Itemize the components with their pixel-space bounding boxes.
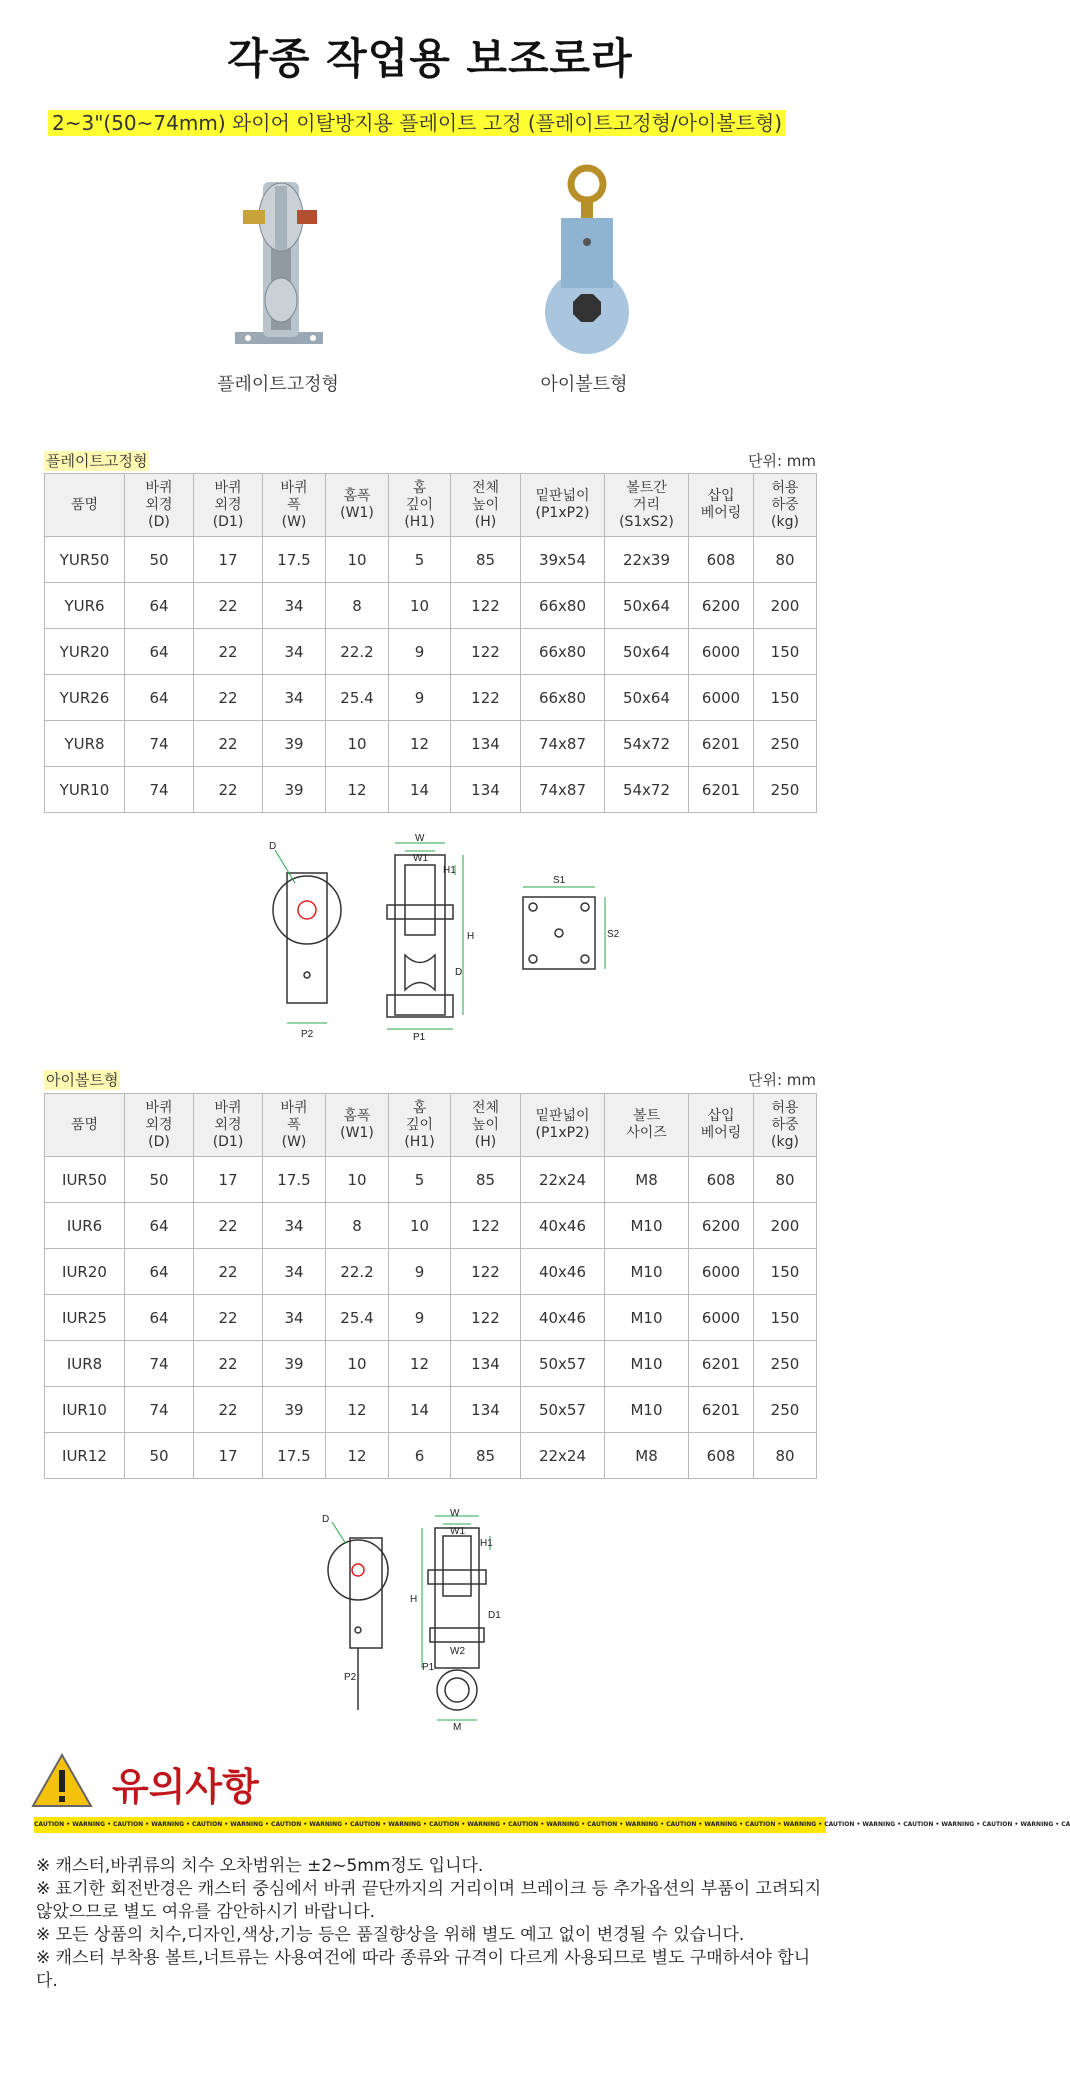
table-row	[45, 1387, 817, 1433]
column-header: 바퀴 외경 (D1)	[194, 474, 263, 537]
table-cell: M10	[605, 1295, 689, 1341]
table-cell: 12	[389, 721, 451, 767]
table-cell: 34	[263, 583, 326, 629]
table-cell: 6201	[689, 721, 754, 767]
dim-label-d: D	[322, 1514, 330, 1525]
table-cell: IUR8	[45, 1341, 125, 1387]
table-cell: 17	[194, 1157, 263, 1203]
table-cell: 50	[125, 1433, 194, 1479]
table-cell: 122	[451, 1203, 521, 1249]
table-cell: 122	[451, 1295, 521, 1341]
table-cell: 34	[263, 675, 326, 721]
table-cell: 39x54	[521, 537, 605, 583]
table-row	[45, 583, 817, 629]
eyebolt-pulley-photo	[469, 162, 699, 362]
column-header: 홈 깊이 (H1)	[389, 474, 451, 537]
table-row	[45, 1157, 817, 1203]
table-cell: 50x64	[605, 583, 689, 629]
table-row	[45, 767, 817, 813]
table-cell: 608	[689, 1157, 754, 1203]
table-cell: 39	[263, 767, 326, 813]
table-cell: 122	[451, 1249, 521, 1295]
dim-label-d1: D	[455, 967, 463, 978]
table-cell: 64	[125, 1295, 194, 1341]
table-cell: 250	[754, 1341, 817, 1387]
column-header: 전체 높이 (H)	[451, 1094, 521, 1157]
table-cell: 10	[326, 1341, 389, 1387]
table-cell: 54x72	[605, 721, 689, 767]
table-cell: 50	[125, 1157, 194, 1203]
table-cell: 6200	[689, 1203, 754, 1249]
table-cell: 6000	[689, 629, 754, 675]
table-cell: 608	[689, 537, 754, 583]
table-cell: 34	[263, 1249, 326, 1295]
table-cell: 14	[389, 767, 451, 813]
table-cell: 250	[754, 767, 817, 813]
table-cell: 34	[263, 1295, 326, 1341]
table-cell: 122	[451, 583, 521, 629]
table-cell: 6201	[689, 1387, 754, 1433]
table-cell: IUR20	[45, 1249, 125, 1295]
table-cell: 80	[754, 1433, 817, 1479]
table-row	[45, 1341, 817, 1387]
dim-label-d1: D1	[488, 1610, 501, 1621]
table-cell: 250	[754, 721, 817, 767]
product-caption: 플레이트고정형	[217, 374, 339, 395]
table-cell: 74x87	[521, 721, 605, 767]
column-header: 전체 높이 (H)	[451, 474, 521, 537]
table-cell: IUR12	[45, 1433, 125, 1479]
table-cell: YUR6	[45, 583, 125, 629]
table-cell: 74x87	[521, 767, 605, 813]
table-cell: 6000	[689, 675, 754, 721]
table-cell: 74	[125, 1341, 194, 1387]
table-cell: 34	[263, 629, 326, 675]
spec-table-eyebolt	[44, 1093, 817, 1479]
table-cell: 40x46	[521, 1203, 605, 1249]
table-cell: 6000	[689, 1249, 754, 1295]
column-header: 밑판넓이 (P1xP2)	[521, 1094, 605, 1157]
table-row	[45, 629, 817, 675]
dim-label-p1: P1	[422, 1662, 435, 1673]
table-row	[45, 1433, 817, 1479]
dim-label-w2: W2	[450, 1646, 465, 1657]
page-title: 각종 작업용 보조로라	[227, 34, 633, 83]
column-header: 바퀴 외경 (D)	[125, 474, 194, 537]
table-cell: 22x24	[521, 1157, 605, 1203]
table-cell: 12	[326, 767, 389, 813]
table-cell: 64	[125, 1203, 194, 1249]
table-cell: 22	[194, 721, 263, 767]
table-row	[45, 1203, 817, 1249]
table-cell: 6201	[689, 1341, 754, 1387]
table-cell: 22	[194, 583, 263, 629]
table-cell: 200	[754, 583, 817, 629]
table-cell: 22	[194, 767, 263, 813]
dim-label-h: H	[467, 931, 475, 942]
table-cell: 50x64	[605, 629, 689, 675]
table-cell: 85	[451, 1433, 521, 1479]
table-cell: 9	[389, 675, 451, 721]
table-cell: M10	[605, 1203, 689, 1249]
column-header: 밑판넓이 (P1xP2)	[521, 474, 605, 537]
table-header-row	[45, 1094, 817, 1157]
caution-title: 유의사항	[112, 1765, 259, 1809]
column-header: 바퀴 외경 (D1)	[194, 1094, 263, 1157]
caution-header	[30, 1752, 259, 1814]
table-cell: 150	[754, 675, 817, 721]
dim-label-d: D	[269, 841, 277, 852]
dim-label-s2: S2	[607, 929, 620, 940]
table-cell: 150	[754, 1295, 817, 1341]
column-header: 홈 깊이 (H1)	[389, 1094, 451, 1157]
table-row	[45, 1295, 817, 1341]
dim-label-w: W	[415, 833, 425, 844]
table-cell: 150	[754, 1249, 817, 1295]
table-cell: 22	[194, 629, 263, 675]
table-cell: YUR20	[45, 629, 125, 675]
caution-note: ※ 캐스터 부착용 볼트,너트류는 사용여건에 따라 종류와 규격이 다르게 사용되므로 별도 구매하셔야 합니다.	[36, 1948, 811, 1991]
table-cell: 6	[389, 1433, 451, 1479]
table-cell: 22	[194, 675, 263, 721]
table-cell: 9	[389, 629, 451, 675]
table-cell: YUR50	[45, 537, 125, 583]
table-cell: 17.5	[263, 1433, 326, 1479]
table-cell: M8	[605, 1433, 689, 1479]
column-header: 볼트 사이즈	[605, 1094, 689, 1157]
table-cell: 25.4	[326, 1295, 389, 1341]
table-cell: 134	[451, 721, 521, 767]
table-cell: 5	[389, 1157, 451, 1203]
dim-label-s1: S1	[553, 875, 566, 886]
caution-band: CAUTION • WARNING • CAUTION • WARNING • CAUTION • WARNING • CAUTION • WARNING • CAUTION • WARNING • CAUTION • WARNING • CAUTION • WARNING • CAUTION • WARNING • CAUTION • WARNING • CAUTION • WARNING • CAUTION • WARNING • CAUTION • WARNING • CAUTION • WARNING • CA	[34, 1817, 826, 1833]
table-cell: IUR6	[45, 1203, 125, 1249]
table-row	[45, 675, 817, 721]
table-row	[45, 721, 817, 767]
table-cell: 22	[194, 1203, 263, 1249]
caution-note: ※ 표기한 회전반경은 캐스터 중심에서 바퀴 끝단까지의 거리이며 브레이크 등 추가옵션의 부품이 고려되지 않았으므로 별도 여유를 감안하시기 바랍니다.	[36, 1879, 822, 1922]
table-cell: 64	[125, 1249, 194, 1295]
table-cell: 250	[754, 1387, 817, 1433]
dim-label-h: H	[410, 1594, 418, 1605]
column-header: 삽입 베어링	[689, 1094, 754, 1157]
dim-label-w1: W1	[450, 1526, 465, 1537]
column-header: 바퀴 폭 (W)	[263, 474, 326, 537]
table-cell: 17.5	[263, 537, 326, 583]
table-cell: 54x72	[605, 767, 689, 813]
plate-dimension-diagram	[265, 833, 620, 1044]
table-cell: 8	[326, 1203, 389, 1249]
unit-label-eyebolt: 단위: mm	[747, 1071, 816, 1089]
section-label-plate: 플레이트고정형	[46, 452, 148, 470]
table-cell: 22x39	[605, 537, 689, 583]
table-cell: 22.2	[326, 1249, 389, 1295]
table-cell: 34	[263, 1203, 326, 1249]
table-cell: 85	[451, 1157, 521, 1203]
table-cell: M10	[605, 1387, 689, 1433]
table-cell: 22	[194, 1387, 263, 1433]
table-cell: 9	[389, 1249, 451, 1295]
column-header: 허용 하중 (kg)	[754, 474, 817, 537]
column-header: 홈폭 (W1)	[326, 1094, 389, 1157]
subtitle: 2~3"(50~74mm) 와이어 이탈방지용 플레이트 고정 (플레이트고정형/아이볼트형)	[48, 110, 786, 136]
dim-label-p2: P2	[344, 1672, 357, 1683]
section-label-eyebolt: 아이볼트형	[46, 1071, 119, 1089]
table-header-row	[45, 474, 817, 537]
table-cell: 50x57	[521, 1387, 605, 1433]
table-cell: 6201	[689, 767, 754, 813]
column-header: 바퀴 외경 (D)	[125, 1094, 194, 1157]
table-cell: 10	[326, 1157, 389, 1203]
table-cell: 10	[326, 537, 389, 583]
column-header: 바퀴 폭 (W)	[263, 1094, 326, 1157]
table-cell: 200	[754, 1203, 817, 1249]
product-plate	[163, 162, 393, 396]
table-cell: 22x24	[521, 1433, 605, 1479]
dim-label-m: M	[453, 1722, 462, 1733]
table-cell: IUR10	[45, 1387, 125, 1433]
table-cell: 40x46	[521, 1295, 605, 1341]
column-header: 품명	[45, 474, 125, 537]
table-cell: 74	[125, 1387, 194, 1433]
caution-note: ※ 모든 상품의 치수,디자인,색상,기능 등은 품질향상을 위해 별도 예고 없이 변경될 수 있습니다.	[36, 1925, 745, 1945]
table-cell: 66x80	[521, 629, 605, 675]
table-cell: 134	[451, 1387, 521, 1433]
dim-label-p1: P1	[413, 1032, 426, 1043]
table-cell: 150	[754, 629, 817, 675]
table-cell: 22	[194, 1295, 263, 1341]
spec-table-plate	[44, 473, 817, 813]
table-cell: 6000	[689, 1295, 754, 1341]
product-caption: 아이볼트형	[540, 374, 628, 395]
table-cell: YUR8	[45, 721, 125, 767]
table-cell: 12	[389, 1341, 451, 1387]
table-cell: 122	[451, 629, 521, 675]
table-cell: YUR26	[45, 675, 125, 721]
dim-label-w1: W1	[413, 853, 428, 864]
dim-label-p2: P2	[301, 1029, 314, 1040]
table-cell: 8	[326, 583, 389, 629]
table-cell: IUR25	[45, 1295, 125, 1341]
column-header: 품명	[45, 1094, 125, 1157]
table-cell: 12	[326, 1387, 389, 1433]
table-cell: 17	[194, 1433, 263, 1479]
table-cell: 39	[263, 721, 326, 767]
table-cell: 39	[263, 1341, 326, 1387]
table-cell: 80	[754, 537, 817, 583]
table-cell: 10	[326, 721, 389, 767]
table-cell: IUR50	[45, 1157, 125, 1203]
table-cell: M8	[605, 1157, 689, 1203]
column-header: 홈폭 (W1)	[326, 474, 389, 537]
table-cell: 17	[194, 537, 263, 583]
column-header: 볼트간 거리 (S1xS2)	[605, 474, 689, 537]
table-cell: 39	[263, 1387, 326, 1433]
table-cell: 66x80	[521, 675, 605, 721]
table-cell: 22	[194, 1249, 263, 1295]
table-cell: 40x46	[521, 1249, 605, 1295]
table-cell: 5	[389, 537, 451, 583]
table-row	[45, 1249, 817, 1295]
table-cell: 17.5	[263, 1157, 326, 1203]
table-cell: 134	[451, 767, 521, 813]
table-cell: 12	[326, 1433, 389, 1479]
dim-label-h1: H1	[480, 1538, 493, 1549]
table-cell: 134	[451, 1341, 521, 1387]
table-cell: 14	[389, 1387, 451, 1433]
table-cell: 6200	[689, 583, 754, 629]
table-cell: 80	[754, 1157, 817, 1203]
table-cell: 608	[689, 1433, 754, 1479]
table-cell: 85	[451, 537, 521, 583]
table-cell: 9	[389, 1295, 451, 1341]
eyebolt-dimension-diagram	[310, 1510, 540, 1734]
table-cell: 66x80	[521, 583, 605, 629]
caution-note: ※ 캐스터,바퀴류의 치수 오차범위는 ±2~5mm정도 입니다.	[36, 1856, 484, 1876]
product-eyebolt	[469, 162, 699, 396]
table-cell: 64	[125, 583, 194, 629]
table-cell: 122	[451, 675, 521, 721]
caution-notes	[36, 1855, 826, 1993]
table-cell: M10	[605, 1341, 689, 1387]
table-cell: 50	[125, 537, 194, 583]
column-header: 허용 하중 (kg)	[754, 1094, 817, 1157]
dim-label-h1: H1	[443, 865, 456, 876]
table-row	[45, 537, 817, 583]
warning-triangle-icon	[30, 1752, 94, 1810]
table-cell: 10	[389, 1203, 451, 1249]
dim-label-w: W	[450, 1508, 460, 1519]
table-cell: YUR10	[45, 767, 125, 813]
table-cell: 22	[194, 1341, 263, 1387]
table-cell: 64	[125, 675, 194, 721]
table-cell: 25.4	[326, 675, 389, 721]
table-cell: 64	[125, 629, 194, 675]
table-cell: M10	[605, 1249, 689, 1295]
unit-label-plate: 단위: mm	[747, 452, 816, 470]
table-cell: 50x57	[521, 1341, 605, 1387]
plate-pulley-photo	[163, 162, 393, 362]
table-cell: 74	[125, 721, 194, 767]
table-cell: 74	[125, 767, 194, 813]
column-header: 삽입 베어링	[689, 474, 754, 537]
table-cell: 10	[389, 583, 451, 629]
table-cell: 50x64	[605, 675, 689, 721]
table-cell: 22.2	[326, 629, 389, 675]
